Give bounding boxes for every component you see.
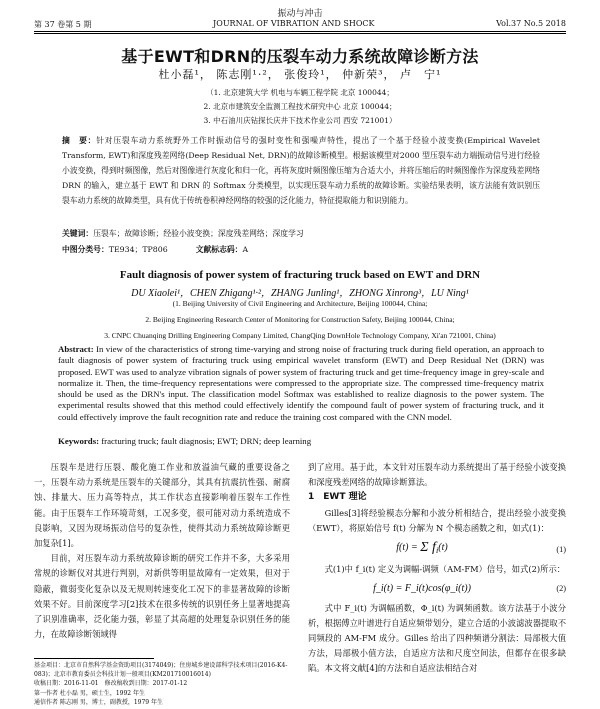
footnote-funding: 基金项目：北京市自然科学基金资助项目(3174049)；住房城乡建设部科学技术项目(2016-K4-083)；北京市教育委员会科技计划一般项目(KM201710016014): [34, 662, 288, 679]
eq1-tail: (t): [438, 542, 448, 554]
abstract-en-label: Abstract:: [58, 344, 94, 354]
eq2-number: (2): [556, 584, 566, 594]
abstract-en: [58, 344, 544, 423]
keywords-en-text: fracturing truck; fault diagnosis; EWT; DRN; deep learning: [101, 436, 312, 446]
keywords-cn: [62, 228, 540, 239]
authors-en: DU Xiaolei¹，CHEN Zhigang¹·²，ZHANG Junling¹，ZHONG Xinrong³，LU Ning¹: [131, 288, 469, 299]
body-column-left: [34, 460, 290, 642]
footnote-corresponding-author: 通信作者 陈志刚 男，博士，副教授，1979 年生: [34, 698, 163, 706]
equation-2: [308, 581, 566, 596]
intro-paragraph-3: 到了应用。基于此，本文针对压裂车动力系统提出了基于经验小波变换和深度残差网络的故障诊断算法。: [308, 462, 566, 488]
affiliation-en-3: 3. CNPC Chuanqing Drilling Engineering Company Limited, ChangQing DownHole Technology Company, Xi'an 721001, China): [104, 331, 496, 340]
abstract-en-text: In view of the characteristics of strong time-varying and strong noise of fracturing truck during field operation, an approach to fault diagnosis of power system of fracturing truck using empirical wavelet transform (EWT) and Deep Residual Net (DRN) was proposed. EWT was used to analyze vibration signals of power system of fracturing truck and get time-frequency image in grey-scale and normalize it. Then, the time-frequency representations were compressed to the appropriate size. The compressed time-frequency matrix should be used as the DRN's input. The classification model Softmax was established to realize diagnosis to the power system. The experimental results showed that this method could effectively identify the compound fault of power system of fracturing truck, and it could effectively improve the fault recognition rate and reduce the training cost compared with the CNN model.: [58, 344, 545, 422]
keywords-cn-text: 压裂车；故障诊断；经验小波变换；深度残差网络；深度学习: [93, 229, 304, 238]
doc-code-value: A: [242, 245, 249, 254]
abstract-cn: [62, 133, 540, 208]
affiliation-en-2: 2. Beijing Engineering Research Center of Monitoring for Construction Safety, Beijing 100044, China;: [145, 315, 455, 324]
eq2-formula: f_i(t) = F_i(t)cos(φ_i(t)): [373, 583, 471, 595]
intro-paragraph-2: 目前，对压裂车动力系统故障诊断的研究工作并不多，大多采用常规的诊断仪对其进行判别，对新供等明显故障有一定效果，但对于隐蔽，微弱变化复杂以及无规则转速变化工况下的非显著故障的诊断效果不好。目前深度学习[2]技术在很多传统的识别任务上显著地提高了识别准确率，泛化能力强，彰显了其高超的处理复杂识别任务的能力，在故障诊断领域得: [34, 553, 290, 640]
eq1-lhs: f(t) =: [396, 542, 421, 554]
affiliation-cn-2: 2. 北京市建筑安全监测工程技术研究中心 北京 100044；: [203, 102, 397, 111]
paper-title-en: Fault diagnosis of power system of fracturing truck based on EWT and DRN: [119, 269, 481, 281]
header-rule-thick: [34, 31, 566, 32]
equation-1: f(t) = Σ $f_i(t)$ (1): [396, 540, 566, 556]
footnote-dates: 收稿日期：2016-11-01 修改稿收到日期：2017-01-12: [34, 680, 188, 688]
ewt-paragraph-1: Gilles[3]将经验模态分解和小波分析相结合，提出经验小波变换（EWT），将原始信号 f(t) 分解为 N 个模态函数之和，如式(1)：: [308, 507, 566, 533]
keywords-cn-label: 关键词：: [62, 229, 94, 238]
body-column-right: [308, 460, 566, 677]
clc-label: 中图分类号：: [62, 245, 109, 254]
volume-cn: 第 37 卷第 5 期: [34, 20, 92, 29]
header-rule-thin: [34, 33, 566, 34]
paper-title-cn: 基于EWT和DRN的压裂车动力系统故障诊断方法: [121, 47, 479, 66]
abstract-cn-label: 摘 要：: [62, 136, 97, 145]
classification-cn: [62, 244, 540, 255]
eq1-rhs: Σ f: [420, 540, 436, 556]
section-heading-ewt: 1 EWT 理论: [308, 492, 367, 503]
keywords-en-label: Keywords:: [58, 436, 100, 446]
running-header-journal-cn: 振动与冲击: [277, 9, 323, 19]
affiliation-cn-1: （1. 北京建筑大学 机电与车辆工程学院 北京 100044；: [206, 88, 394, 97]
intro-paragraph-1: 压裂车是进行压裂、酸化施工作业和放溢油气藏的重要设备之一，压裂车动力系统是压裂车的关键部分，其具有抗震抗性强、耐腐蚀、排量大、压力高等特点，其工作状态直接影响着压裂车工作性能。由于压裂车工作环境苛刻，工况多变，很可能对动力系统造成不良影响，又因为现场振动信号的复杂性，使得其动力系统故障诊断更加复杂[1]。: [34, 462, 290, 549]
clc-value: TE934；TP806: [108, 245, 168, 254]
affiliation-en-1: (1. Beijing University of Civil Engineering and Architecture, Beijing 100044, China;: [172, 299, 428, 308]
footnote-rule: [34, 658, 154, 659]
doc-code-label: 文献标志码：: [195, 245, 243, 254]
keywords-en: [58, 436, 544, 446]
footnotes: [34, 661, 290, 707]
footnote-first-author: 第一作者 杜小磊 男，硕士生，1992 年生: [34, 689, 145, 697]
running-header-row: [34, 19, 566, 30]
affiliation-cn-3: 3. 中石油川庆钻探长庆井下技术作业公司 西安 721001）: [203, 116, 397, 125]
abstract-cn-text: 针对压裂车动力系统野外工作时振动信号的强时变性和强噪声特性，提出了一个基于经验小波变换(Empirical Wavelet Transform, EWT)和深度残差网络(Deep Residual Net, DRN)的故障诊断模型。根据该模型对2000 型压裂车动力端振动信号进行经验小波变换，得到时频图像，然后对图像进行灰度化和归一化，再将灰度时频图像压缩为合适大小，并将压缩后的时频图像作为深度残差网络 DRN 的输入，建立基于 EWT 和 DRN 的 Softmax 分类模型，以实现压裂车动力系统的故障诊断。实验结果表明，该方法能有效识别压裂车动力系统的故障类型，具有优于传统卷积神经网络的较强的泛化能力，特征提取能力和识别能力。: [62, 136, 541, 205]
ewt-paragraph-3: 式中 F_i(t) 为调幅函数，Φ_i(t) 为调频函数。该方法基于小波分析，根据傅立叶谱进行自适应频带划分，建立合适的小波滤波器提取不同频段的 AM-FM 成分。Gilles 给出了四种频谱分割法：局部极大值方法，局部极小值方法，自适应方法和尺度空间法，但都存在很多缺陷。本文将文献[4]的方法和自适应法相结合对: [308, 602, 566, 674]
authors-cn: 杜小磊¹， 陈志刚¹·²， 张俊玲¹， 仲新荣³， 卢 宁¹: [158, 68, 442, 81]
volume-en: Vol.37 No.5 2018: [496, 19, 566, 28]
eq1-number: (1): [556, 544, 566, 554]
journal-en: JOURNAL OF VIBRATION AND SHOCK: [213, 19, 375, 28]
ewt-paragraph-2: 式(1)中 f_i(t) 定义为调幅-调频（AM-FM）信号，如式(2)所示：: [324, 564, 566, 575]
